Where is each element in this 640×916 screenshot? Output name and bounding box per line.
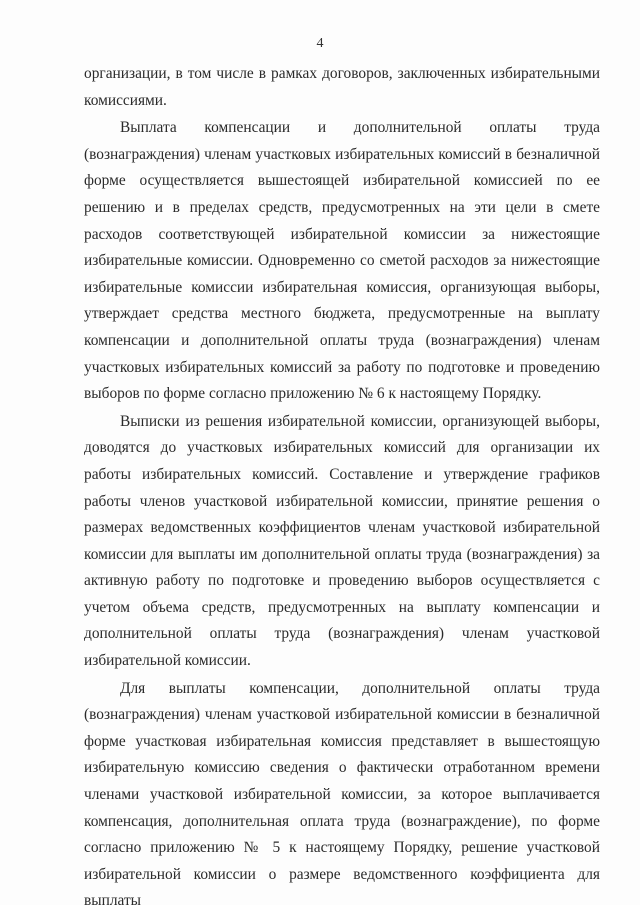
page-number: 4: [316, 36, 324, 51]
paragraph-payment-submission: Для выплаты компенсации, дополнительной оплаты труда (вознаграждения) членам участковой избирательной комиссии в безналичной форме участковая избирательная комиссия представляет в вышестоящую избирательную комиссию сведения о фактически отработанном времени членами участковой избирательной комиссии, за которое выплачивается компенсация, дополнительная оплата труда (вознаграждение), по форме согласно приложению № 5 к настоящему Порядку, решение участковой избирательной комиссии о размере ведомственного коэффициента для выплаты: [84, 679, 600, 910]
paragraph-continuation: организации, в том числе в рамках договоров, заключенных избирательными комиссиями.: [84, 65, 600, 109]
paragraph-extracts-decision: Выписки из решения избирательной комиссии, организующей выборы, доводятся до участковых избирательных комиссий для организации их работы избирательных комиссий. Составление и утверждение графиков работы членов участковой избирательной комиссии, принятие решения о размерах ведомственных коэффициентов членам участковой избирательной комиссии для выплаты им дополнительной оплаты труда (вознаграждения) за активную работу по подготовке и проведению выборов осуществляется с учетом объема средств, предусмотренных на выплату компенсации и дополнительной оплаты труда (вознаграждения) членам участковой избирательной комиссии.: [84, 412, 600, 670]
document-body: [84, 61, 600, 916]
paragraph-payment-procedure: Выплата компенсации и дополнительной оплаты труда (вознаграждения) членам участковых избирательных комиссий в безналичной форме осуществляется вышестоящей избирательной комиссией по ее решению и в пределах средств, предусмотренных на эти цели в смете расходов соответствующей избирательной комиссии за нижестоящие избирательные комиссии. Одновременно со сметой расходов за нижестоящие избирательные комиссии избирательная комиссия, организующая выборы, утверждает средства местного бюджета, предусмотренные на выплату компенсации и дополнительной оплаты труда (вознаграждения) членам участковых избирательных комиссий за работу по подготовке и проведению выборов по форме согласно приложению № 6 к настоящему Порядку.: [84, 119, 600, 403]
